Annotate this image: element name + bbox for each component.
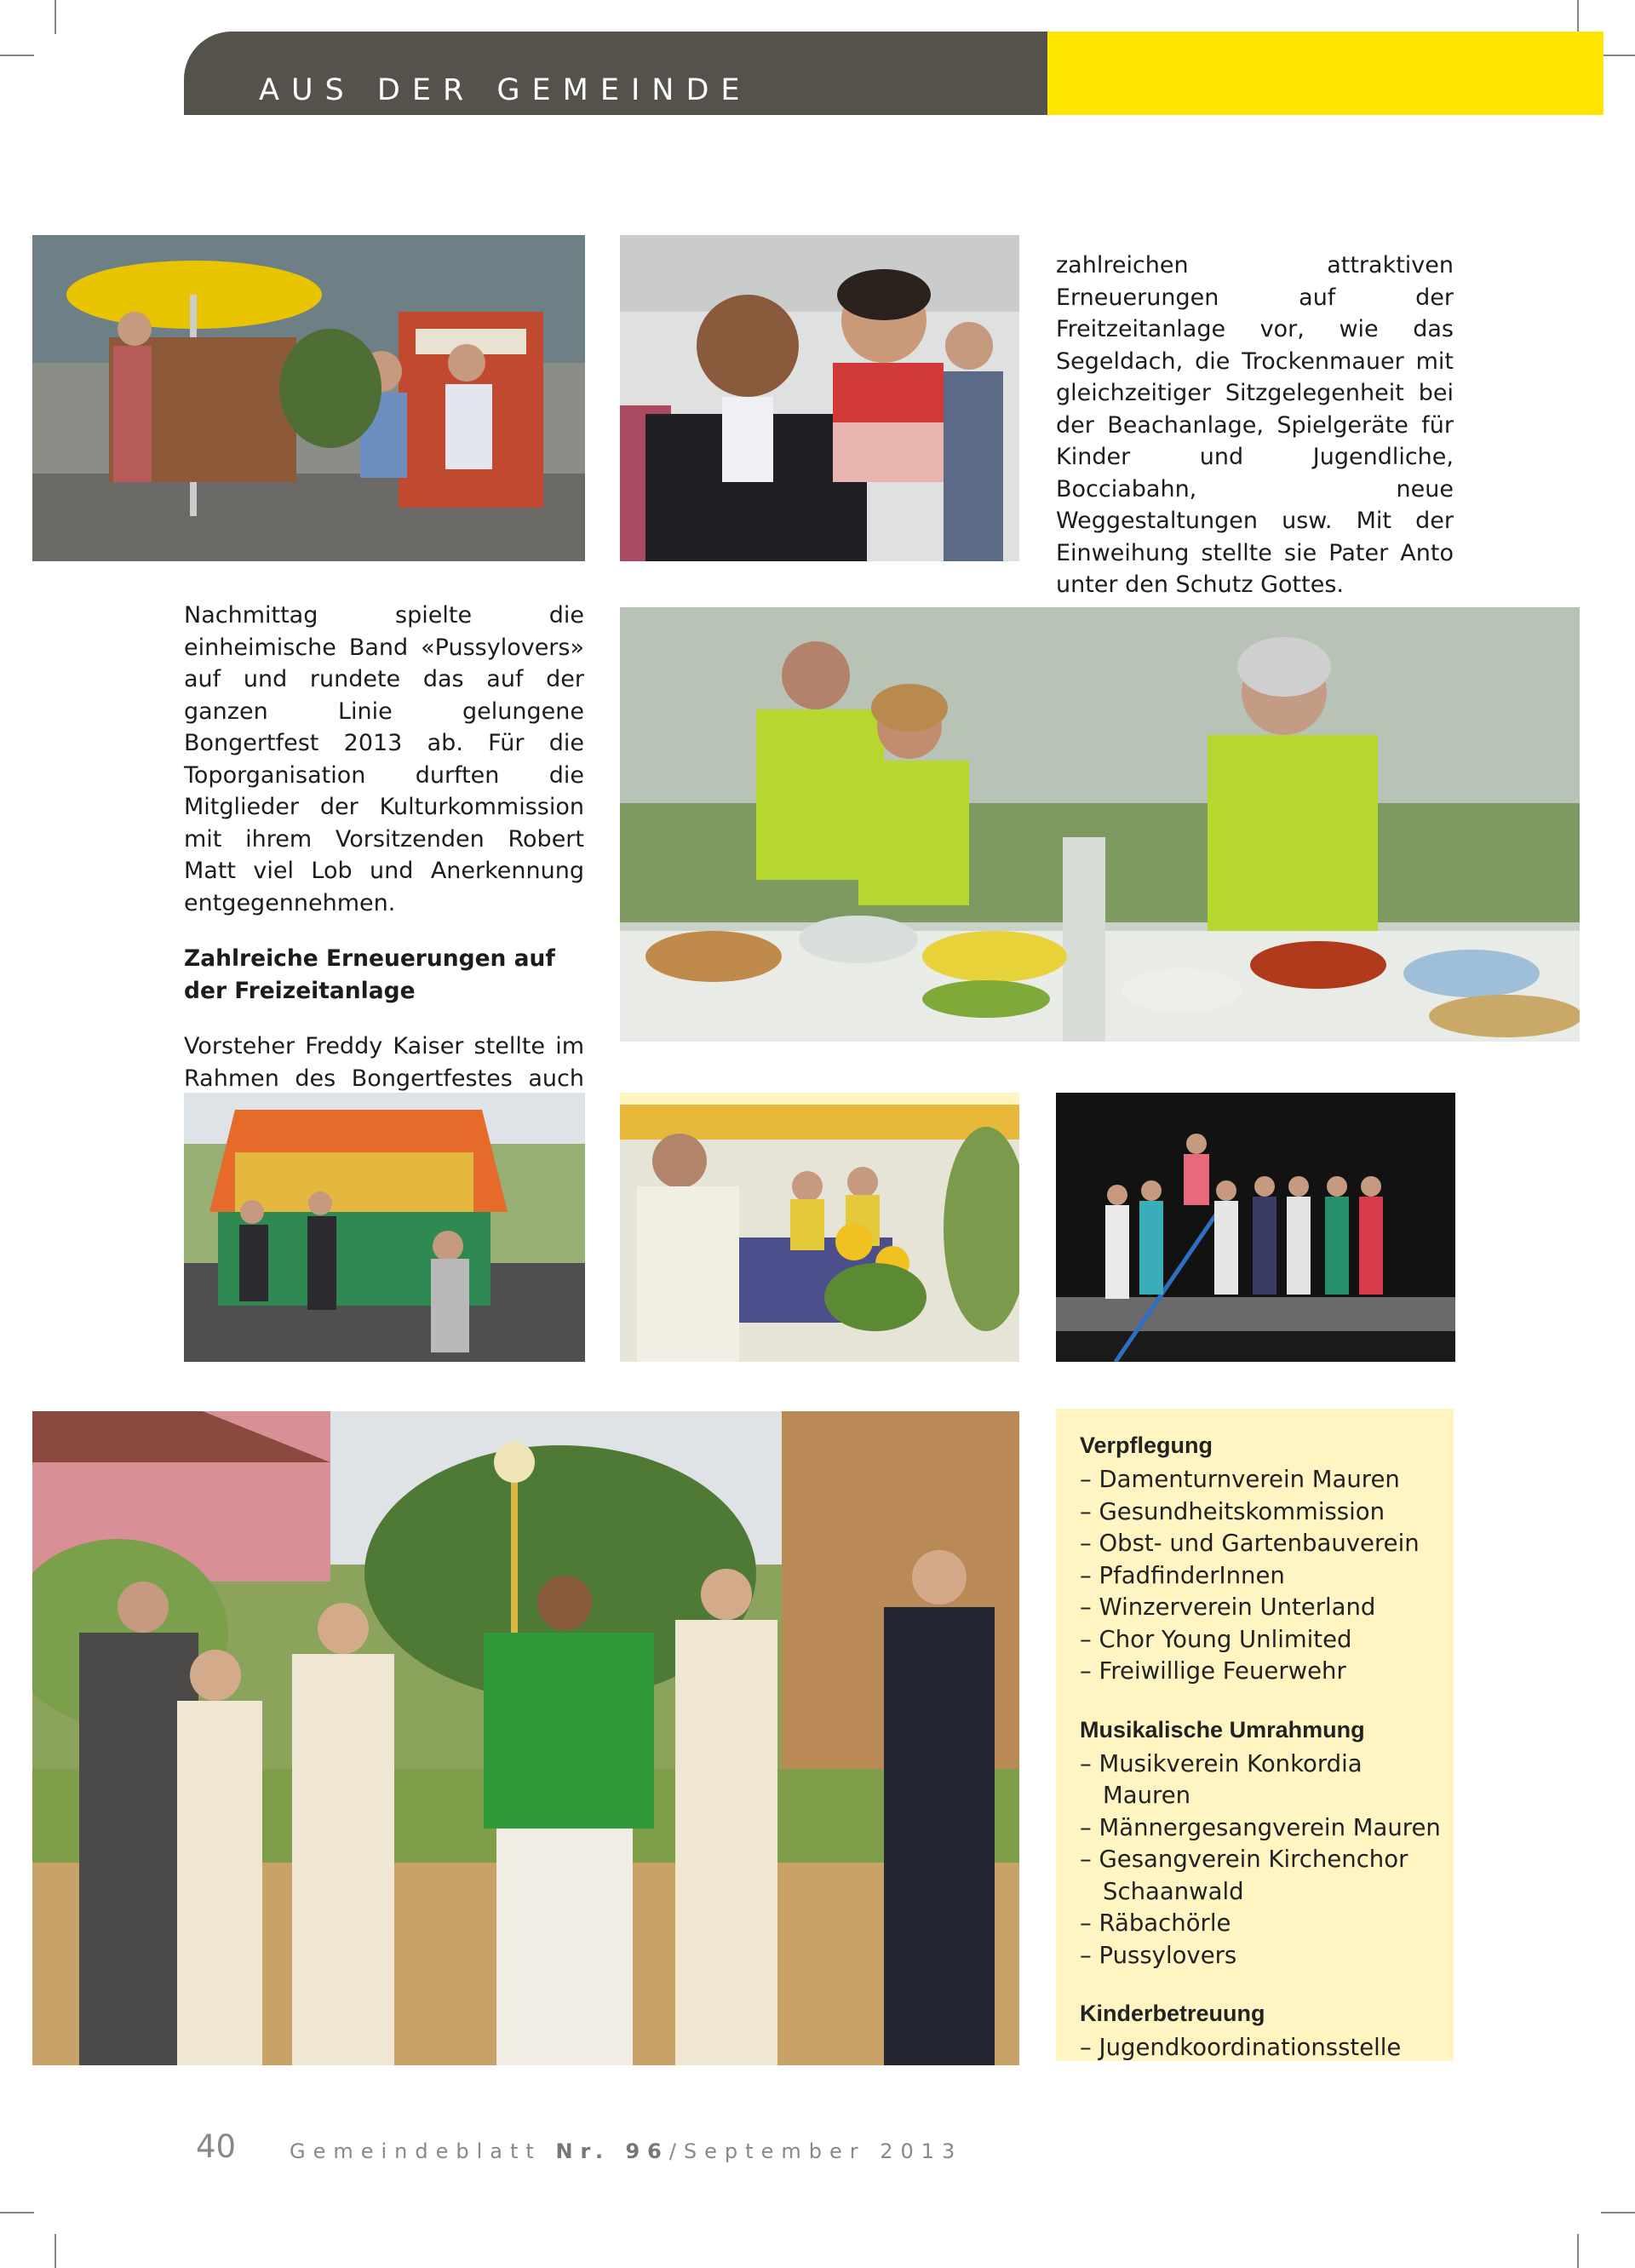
info-list-item: – Gesundheitskommission	[1080, 1497, 1385, 1525]
info-section-title: Verpflegung	[1080, 1433, 1213, 1458]
article-paragraph: Nachmittag spielte die einheimische Band «Pussylovers» auf und rundete das auf der ganzen Linie gelungene Bongertfest 2013 ab. Für die Toporganisation durften die Mitglieder der Kulturkommission mit ihrem Vorsitzenden Robert Matt viel Lob und Anerkennung entgegennehmen.	[184, 602, 584, 916]
photo-beach-chairs	[32, 235, 585, 561]
photo-man-with-child	[620, 235, 1019, 561]
photo-blessing-ceremony	[32, 1411, 1019, 2065]
article-subheading: Zahlreiche Erneuerungen auf der Freizeitanlage	[184, 945, 555, 1004]
crop-mark	[1577, 0, 1579, 34]
info-list-item: – Damenturnverein Mauren	[1080, 1466, 1400, 1493]
info-section-kinderbetreuung	[1056, 2001, 1454, 2064]
info-section-verpflegung	[1056, 1433, 1454, 1688]
info-list-item: – Obst- und Gartenbauverein	[1080, 1530, 1420, 1557]
info-section-title: Musikalische Umrahmung	[1080, 1716, 1365, 1743]
info-list-item: – Pussylovers	[1080, 1941, 1237, 1969]
section-title: AUS DER GEMEINDE	[259, 73, 752, 107]
section-header-accent	[1047, 32, 1603, 115]
info-section-title: Kinderbetreuung	[1080, 2001, 1265, 2026]
footer-publication	[290, 2139, 962, 2163]
crop-mark	[1601, 2212, 1635, 2213]
info-list-item: – Männergesangverein Mauren	[1080, 1813, 1441, 1841]
info-section-musik	[1056, 1717, 1454, 1972]
info-list-item: – Winzerverein Unterland	[1080, 1593, 1376, 1621]
crop-mark	[54, 0, 56, 34]
issue-number: Nr. 96	[555, 2139, 669, 2163]
info-list-item: – Gesangverein Kirchenchor Schaanwald	[1080, 1846, 1408, 1905]
page-number: 40	[196, 2128, 237, 2165]
info-list-item: – PfadfinderInnen	[1080, 1561, 1285, 1589]
article-text-column-left	[184, 600, 584, 1127]
info-box-participants	[1056, 1409, 1454, 2061]
issue-date: /September 2013	[668, 2139, 963, 2163]
crop-mark	[1577, 2234, 1579, 2268]
publication-name: Gemeindeblatt	[290, 2139, 542, 2163]
photo-food-buffet	[620, 607, 1580, 1042]
crop-mark	[0, 2212, 34, 2213]
article-paragraph: zahlreichen attraktiven Erneuerungen auf der Freitzeitanlage vor, wie das Segeldach, die Trockenmauer mit gleichzeitiger Sitzgelegenheit bei der Beachanlage, Spielgeräte für Kinder und Jugendliche, Bocciabahn, neue Weggestaltungen usw. Mit der Einweihung stellte sie Pater Anto unter den Schutz Gottes.	[1056, 252, 1454, 598]
info-list-item: – Räbachörle	[1080, 1909, 1231, 1937]
photo-bouncy-castle	[184, 1093, 585, 1362]
article-text-column-right	[1056, 250, 1454, 601]
info-list-item: – Chor Young Unlimited	[1080, 1625, 1352, 1653]
photo-choir-stage	[1056, 1093, 1455, 1362]
crop-mark	[54, 2234, 56, 2268]
info-list-item: – Musikverein Konkordia Mauren	[1080, 1749, 1362, 1809]
article-paragraph: Vorsteher Freddy Kaiser stellte im Rahmen des Bongertfestes auch	[184, 1033, 584, 1092]
info-list-item: – Freiwillige Feuerwehr	[1080, 1657, 1346, 1685]
photo-sunflowers	[620, 1093, 1019, 1362]
info-list-item: – Jugendkoordinationsstelle	[1080, 2034, 1402, 2061]
crop-mark	[1601, 55, 1635, 56]
crop-mark	[0, 55, 34, 56]
